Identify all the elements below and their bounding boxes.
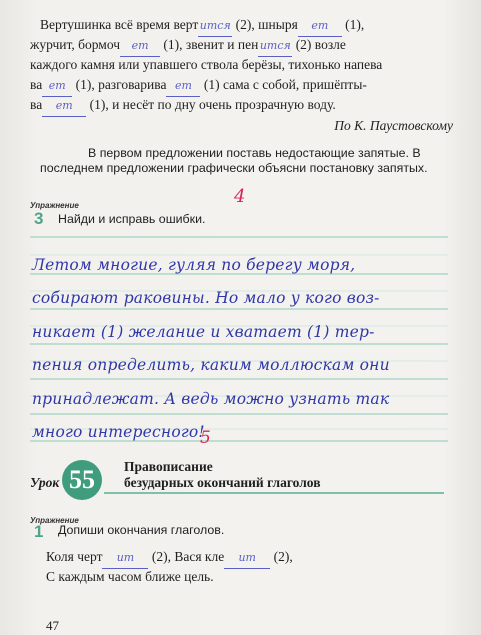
text-segment: журчит, бормоч [30,37,121,52]
text-segment: (2), Вася кле [148,549,225,564]
page-number: 47 [46,618,59,633]
handwritten-line-4: пения определить, каким моллюскам они [32,356,390,374]
text-segment: (1), и несёт по дну очень прозрачную воду. [86,97,336,112]
exercise-label: Упражнение [30,201,79,210]
text-segment: (1), разговарива [72,77,167,92]
handwritten-line-5: принадлежат. А ведь можно узнать так [32,390,390,408]
text-segment: (1), [341,17,365,32]
text-segment: (1), звенит и пен [160,37,259,52]
exercise-number: 1 [34,522,44,541]
text-segment: (1) сама с собой, пришёпты- [200,77,367,92]
grade-mark: 4 [234,186,246,207]
exercise-line-2: С каждым часом ближе цель. [46,569,214,584]
lesson-rule [104,492,444,494]
lesson-title-line: безударных окончаний глаголов [124,475,321,490]
filled-ending: ит [102,549,148,569]
filled-ending: ет [42,77,72,97]
text-segment: ва [30,77,43,92]
grade-mark: 5 [200,428,211,448]
task-instructions: В первом предложении поставь недостающие запятые. В последнем предложении графически объясни постановку запятых. [40,146,428,175]
exercise-label: Упражнение [30,516,79,525]
text-segment: (2) возле [292,37,346,52]
handwritten-line-3: никает (1) желание и хватает (1) тер- [32,323,375,341]
exercise-title: Допиши окончания глаголов. [58,523,225,537]
filled-ending: ет [298,17,342,37]
exercise-line-1 [46,548,293,569]
passage-line-2 [30,36,346,57]
passage-line-5 [30,96,336,117]
filled-ending: ится [198,17,232,37]
text-segment: Коля черт [46,549,103,564]
attribution: По К. Паустовскому [334,118,453,133]
passage-line-1 [40,16,364,37]
filled-ending: ет [166,77,200,97]
filled-ending: ет [120,37,160,57]
exercise-title: Найди и исправь ошибки. [58,212,206,226]
lesson-number-badge: 55 [62,460,102,500]
lesson-word: Урок [30,475,60,490]
exercise-number: 3 [34,209,44,228]
handwritten-line-6: много интересного! [32,423,205,441]
passage-line-3: каждого камня или упавшего ствола берёзы, тихонько напева [30,57,383,72]
text-segment: Вертушинка всё время верт [40,17,199,32]
text-segment: ва [30,97,43,112]
filled-ending: ит [224,549,270,569]
text-segment: (2), шныря [232,17,298,32]
handwritten-line-1: Летом многие, гуляя по берегу моря, [32,256,356,274]
lesson-title-line: Правописание [124,459,213,474]
filled-ending: ет [42,97,86,117]
text-segment: (2), [270,549,293,564]
lesson-title [124,459,321,491]
filled-ending: ится [258,37,292,57]
passage-line-4 [30,76,367,97]
handwritten-line-2: собирают раковины. Но мало у кого воз- [32,289,380,307]
